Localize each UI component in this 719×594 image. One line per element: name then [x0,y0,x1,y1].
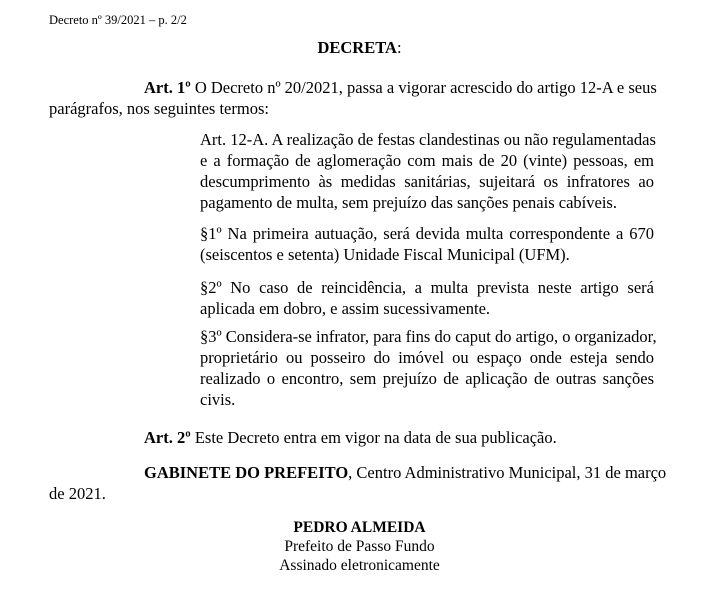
article-12a [200,129,654,213]
paragraph-3 [200,326,657,410]
paragraph-1 [200,223,654,265]
article-12a-line: descumprimento às medidas sanitárias, sujeitará os infratores ao [200,172,654,191]
paragraph-3-line: realizado o encontro, sem prejuízo de aplicação de outras sanções [200,369,654,388]
gabinete-text: , Centro Administrativo Municipal, 31 de março [348,463,667,482]
article-1 [49,77,657,119]
paragraph-2-line: aplicada em dobro, e assim sucessivamente. [200,299,491,318]
decreta-heading [0,38,719,58]
article-2-line [144,427,557,448]
paragraph-3-line: proprietário ou posseiro do imóvel ou espaço onde esteja sendo [200,348,654,367]
page-header-reference: Decreto nº 39/2021 – p. 2/2 [49,13,187,27]
article-12a-line: Art. 12-A. A realização de festas clandestinas ou não regulamentadas [200,130,656,149]
article-2-label: Art. 2º [144,428,191,447]
article-1-text: O Decreto nº 20/2021, passa a vigorar acrescido do artigo 12-A e seus [190,78,657,97]
signatory-title: Prefeito de Passo Fundo [284,538,435,555]
gabinete-line-2: de 2021. [49,484,106,503]
article-1-label: Art. 1º [144,78,191,97]
signature-block [0,518,719,575]
article-1-line-1 [49,77,657,98]
gabinete-line-1 [49,462,667,483]
paragraph-3-line: §3º Considera-se infrator, para fins do caput do artigo, o organizador, [200,327,657,346]
article-12a-line: e a formação de aglomeração com mais de 20 (vinte) pessoas, em [200,151,654,170]
paragraph-3-line: civis. [200,390,236,409]
signatory-name: PEDRO ALMEIDA [293,519,426,536]
paragraph-2 [200,277,654,319]
decreta-colon: : [396,38,402,57]
paragraph-2-line: §2º No caso de reincidência, a multa prevista neste artigo será [200,278,654,297]
gabinete-closing [49,462,667,504]
article-2-text: Este Decreto entra em vigor na data de sua publicação. [190,428,557,447]
signature-note: Assinado eletronicamente [279,557,440,574]
gabinete-label: GABINETE DO PREFEITO [144,463,349,482]
decreta-label: DECRETA [317,38,397,57]
paragraph-1-line: (seiscentos e setenta) Unidade Fiscal Municipal (UFM). [200,245,570,264]
paragraph-1-line: §1º Na primeira autuação, será devida multa correspondente a 670 [200,224,654,243]
article-1-line-2: parágrafos, nos seguintes termos: [49,99,269,118]
article-2 [144,427,557,448]
article-12a-line: pagamento de multa, sem prejuízo das sanções penais cabíveis. [200,193,617,212]
